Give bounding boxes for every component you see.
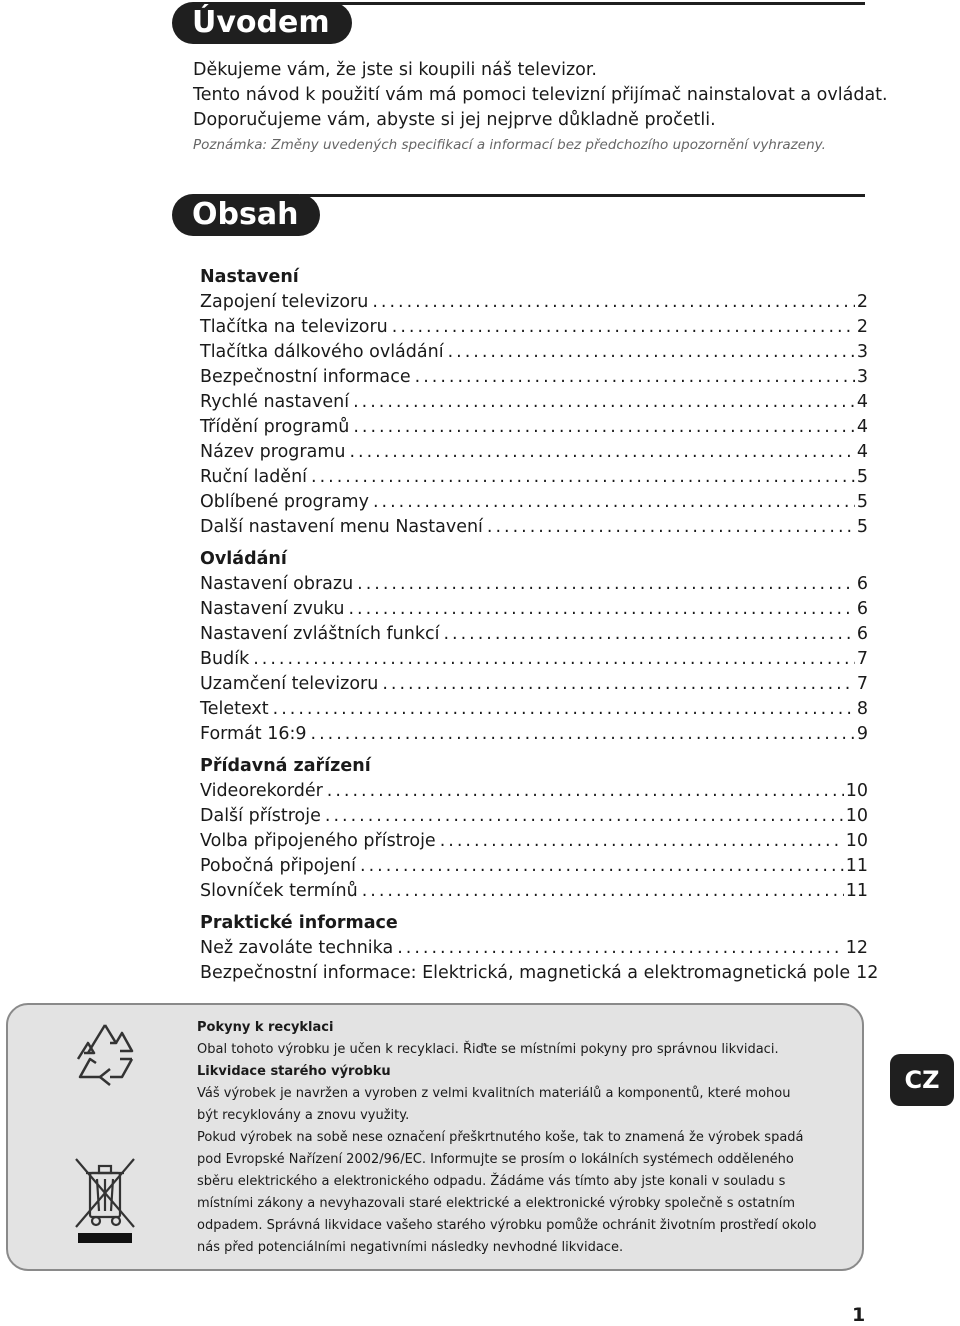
language-tab: CZ (890, 1054, 954, 1106)
toc-entry-title: Nastavení obrazu (200, 574, 354, 594)
toc-entry-page: 4 (856, 442, 868, 462)
recycling-heading: Pokyny k recyklaci (197, 1020, 334, 1035)
toc-entry[interactable] (200, 697, 868, 722)
toc-entry[interactable] (200, 829, 868, 854)
toc-entry[interactable] (200, 415, 868, 440)
toc-entry-title: Volba připojeného přístroje (200, 831, 436, 851)
toc-entry-title: Pobočná připojení (200, 856, 357, 876)
toc-entry-title: Rychlé nastavení (200, 392, 350, 412)
toc-entry-title: Název programu (200, 442, 346, 462)
toc-entry[interactable] (200, 647, 868, 672)
toc-entry-page: 10 (845, 781, 868, 801)
toc-entry-title: Uzamčení televizoru (200, 674, 379, 694)
toc-entry-title: Slovníček termínů (200, 881, 358, 901)
toc-section-heading: Ovládání (200, 549, 287, 569)
toc-dot-leader (415, 365, 855, 390)
intro-note: Poznámka: Změny uvedených specifikací a informací bez předchozího upozornění vyhrazeny. (193, 137, 826, 153)
toc-dot-leader (325, 804, 844, 829)
table-of-contents (200, 264, 879, 986)
toc-entry-title: Videorekordér (200, 781, 323, 801)
toc-dot-leader (311, 465, 855, 490)
intro-heading-rule (330, 2, 865, 5)
toc-entry[interactable] (200, 961, 879, 986)
toc-entry[interactable] (200, 290, 868, 315)
toc-dot-leader (273, 697, 855, 722)
toc-entry-page: 3 (856, 367, 868, 387)
toc-dot-leader (353, 415, 855, 440)
recycle-icon (70, 1019, 140, 1089)
toc-dot-leader (372, 290, 855, 315)
toc-dot-leader (348, 597, 854, 622)
toc-dot-leader (487, 515, 855, 540)
toc-entry-page: 7 (856, 649, 868, 669)
toc-entry-page: 9 (856, 724, 868, 744)
disposal-line: místními zákony a nevyhazovali staré elektrické a elektronické výrobky společně s ostatním (197, 1196, 796, 1211)
toc-entry-page: 2 (856, 292, 868, 312)
toc-entry[interactable] (200, 515, 868, 540)
toc-entry-title: Další nastavení menu Nastavení (200, 517, 483, 537)
toc-entry-title: Nastavení zvláštních funkcí (200, 624, 440, 644)
toc-entry-page: 11 (845, 881, 868, 901)
toc-entry-page: 6 (856, 624, 868, 644)
toc-entry-title: Bezpečnostní informace (200, 367, 411, 387)
toc-entry[interactable] (200, 672, 868, 697)
toc-entry-page: 4 (856, 392, 868, 412)
toc-entry[interactable] (200, 722, 868, 747)
toc-entry-title: Budík (200, 649, 250, 669)
recycling-paragraph: Obal tohoto výrobku je učen k recyklaci. Řiďte se místními pokyny pro správnou likvidaci. (197, 1042, 779, 1057)
contents-heading-rule (300, 194, 865, 197)
toc-entry[interactable] (200, 879, 868, 904)
toc-entry-title: Bezpečnostní informace: Elektrická, magnetická a elektromagnetická pole (200, 963, 851, 983)
toc-entry-title: Další přístroje (200, 806, 321, 826)
recycling-text (197, 1017, 817, 1259)
toc-entry[interactable] (200, 490, 868, 515)
toc-dot-leader (349, 440, 854, 465)
disposal-heading: Likvidace starého výrobku (197, 1064, 391, 1079)
toc-entry[interactable] (200, 597, 868, 622)
toc-entry-title: Teletext (200, 699, 269, 719)
toc-entry-title: Oblíbené programy (200, 492, 369, 512)
toc-entry-page: 7 (856, 674, 868, 694)
toc-entry-title: Třídění programů (200, 417, 350, 437)
disposal-line: pod Evropské Nařízení 2002/96/EC. Informujte se prosím o lokálních systémech odděleného (197, 1152, 794, 1167)
toc-entry-page: 5 (856, 492, 868, 512)
toc-section-heading: Přídavná zařízení (200, 756, 371, 776)
toc-entry-title: Tlačítka na televizoru (200, 317, 388, 337)
toc-dot-leader (353, 390, 855, 415)
crossed-bin-icon (72, 1155, 138, 1245)
disposal-line: Váš výrobek je navržen a vyroben z velmi kvalitních materiálů a komponentů, které mohou (197, 1086, 791, 1101)
contents-heading: Obsah (172, 194, 320, 236)
intro-line: Doporučujeme vám, abyste si jej nejprve důkladně pročetli. (193, 110, 716, 130)
toc-dot-leader (443, 622, 854, 647)
disposal-line: sběru elektrického a elektronického odpadu. Žádáme vás tímto aby jste konali v souladu s (197, 1174, 786, 1189)
toc-entry-title: Ruční ladění (200, 467, 308, 487)
toc-entry[interactable] (200, 622, 868, 647)
toc-entry[interactable] (200, 572, 868, 597)
toc-dot-leader (448, 340, 855, 365)
intro-text (193, 58, 888, 158)
toc-entry-title: Formát 16:9 (200, 724, 307, 744)
toc-dot-leader (360, 854, 844, 879)
toc-dot-leader (253, 647, 855, 672)
toc-section-heading: Praktické informace (200, 913, 398, 933)
toc-entry[interactable] (200, 804, 868, 829)
toc-entry-page: 8 (856, 699, 868, 719)
toc-entry-page: 10 (845, 806, 868, 826)
toc-entry-page: 5 (856, 517, 868, 537)
toc-entry-title: Nastavení zvuku (200, 599, 345, 619)
toc-entry[interactable] (200, 365, 868, 390)
toc-entry-title: Zapojení televizoru (200, 292, 369, 312)
toc-entry[interactable] (200, 936, 868, 961)
toc-entry-page: 12 (845, 938, 868, 958)
toc-entry-page: 11 (845, 856, 868, 876)
disposal-line: odpadem. Správná likvidace vašeho starého výrobku pomůže ochránit životním prostředí okolo (197, 1218, 817, 1233)
toc-entry[interactable] (200, 779, 868, 804)
toc-entry-title: Než zavoláte technika (200, 938, 394, 958)
toc-entry-title: Tlačítka dálkového ovládání (200, 342, 444, 362)
toc-dot-leader (373, 490, 855, 515)
toc-entry-page: 4 (856, 417, 868, 437)
disposal-line: nás před potenciálními negativními následky nevhodné likvidace. (197, 1240, 624, 1255)
toc-dot-leader (327, 779, 844, 804)
toc-entry-page: 12 (856, 963, 879, 983)
toc-dot-leader (357, 572, 855, 597)
page-number: 1 (852, 1304, 866, 1326)
toc-entry-page: 10 (845, 831, 868, 851)
toc-entry-page: 6 (856, 599, 868, 619)
recycling-box (6, 1003, 864, 1271)
intro-line: Děkujeme vám, že jste si koupili náš televizor. (193, 60, 597, 80)
toc-entry[interactable] (200, 465, 868, 490)
toc-section-heading: Nastavení (200, 267, 299, 287)
toc-dot-leader (362, 879, 844, 904)
toc-entry[interactable] (200, 315, 868, 340)
toc-entry[interactable] (200, 390, 868, 415)
toc-entry-page: 2 (856, 317, 868, 337)
toc-dot-leader (382, 672, 855, 697)
intro-line: Tento návod k použití vám má pomoci televizní přijímač nainstalovat a ovládat. (193, 85, 888, 105)
toc-dot-leader (440, 829, 844, 854)
disposal-line: být recyklovány a znovu využity. (197, 1108, 410, 1123)
toc-entry-page: 6 (856, 574, 868, 594)
toc-entry-page: 5 (856, 467, 868, 487)
toc-entry-page: 3 (856, 342, 868, 362)
toc-dot-leader (311, 722, 855, 747)
toc-dot-leader (397, 936, 844, 961)
toc-entry[interactable] (200, 854, 868, 879)
disposal-line: Pokud výrobek na sobě nese označení přeškrtnutého koše, tak to znamená že výrobek spadá (197, 1130, 804, 1145)
toc-entry[interactable] (200, 440, 868, 465)
disposal-paragraph (197, 1083, 817, 1259)
toc-dot-leader (392, 315, 855, 340)
toc-entry[interactable] (200, 340, 868, 365)
intro-heading: Úvodem (172, 2, 352, 44)
